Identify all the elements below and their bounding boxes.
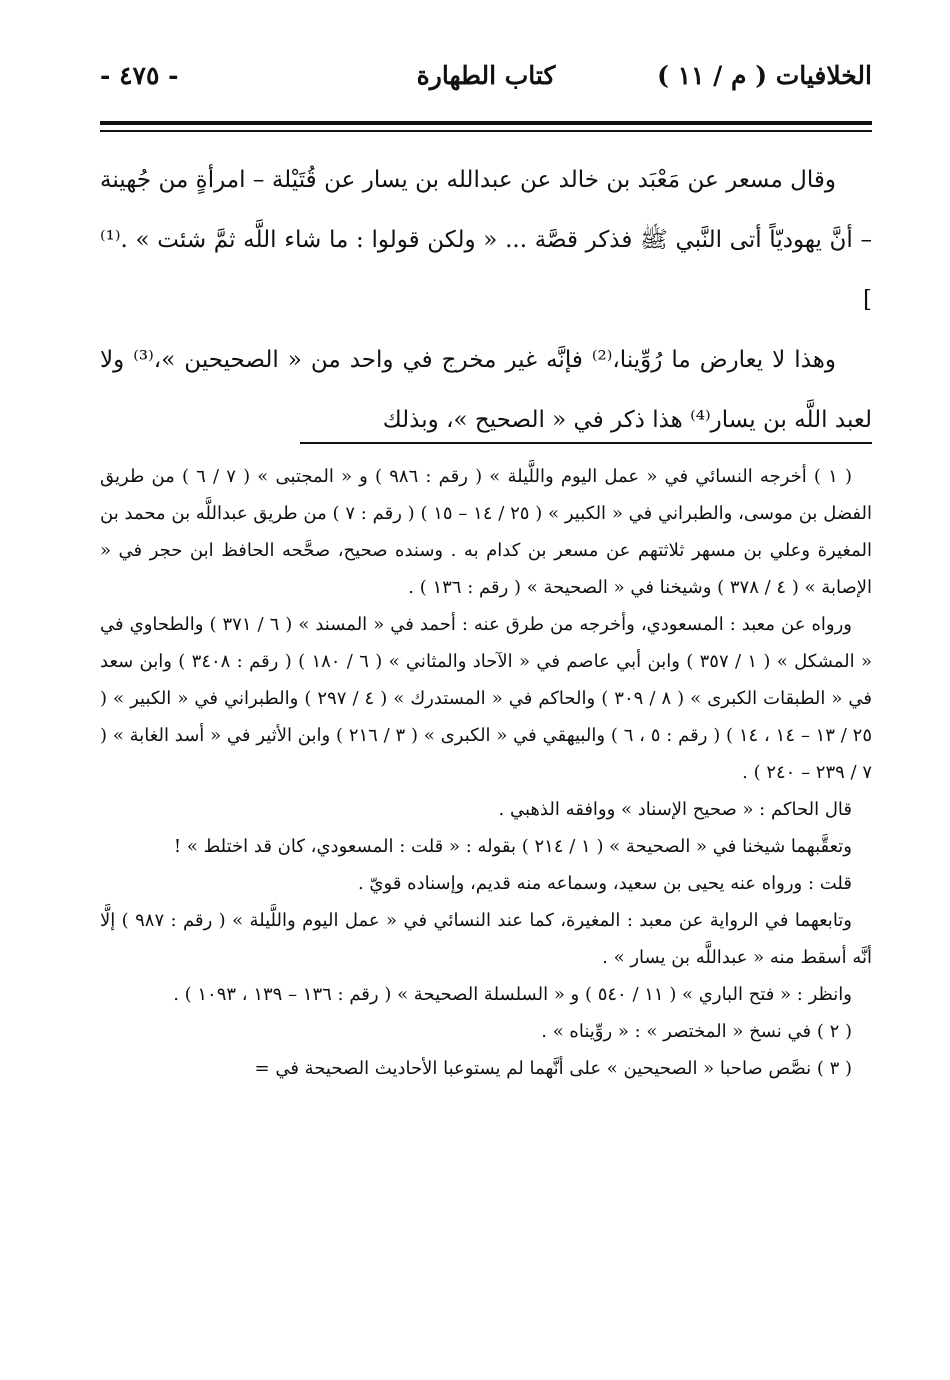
- running-title: الخلافيات ( م / ١١ ): [657, 61, 872, 90]
- footnote-paragraph: وانظر : « فتح الباري » ( ١١ / ٥٤٠ ) و « السلسلة الصحيحة » ( رقم : ١٣٦ – ١٣٩ ، ١٠٩٣ ) .: [173, 984, 852, 1005]
- footnote-paragraph: ( ١ ) أخرجه النسائي في « عمل اليوم واللَّيلة » ( رقم : ٩٨٦ ) و « المجتبى » ( ٧ / ٦ ) من طريق الفضل بن موسى، والطبراني في « الكبير » ( ٢٥ / ١٤ – ١٥ ) ( رقم : ٧ ) من طريق عبداللَّه بن محمد بن المغيرة وعلي بن مسهر ثلاثتهم عن مسعر بن كدام به . وسنده صحيح، صحَّحه الحافظ ابن حجر في « الإصابة » ( ٤ / ٣٧٨ ) وشيخنا في « الصحيحة » ( رقم : ١٣٦ ) .: [100, 466, 873, 598]
- footnote-paragraph: قال الحاكم : « صحيح الإسناد » ووافقه الذهبي .: [498, 799, 852, 820]
- footnote-paragraph: ورواه عن معبد : المسعودي، وأخرجه من طرق عنه : أحمد في « المسند » ( ٦ / ٣٧١ ) والطحاوي في « المشكل » ( ١ / ٣٥٧ ) وابن أبي عاصم في « الآحاد والمثاني » ( ٦ / ١٨٠ ) ( رقم : ٣٤٠٨ ) وابن سعد في « الطبقات الكبرى » ( ٨ / ٣٠٩ ) والحاكم في « المستدرك » ( ٤ / ٢٩٧ ) والطبراني في « الكبير » ( ٢٥ / ١٣ – ١٤ ، ١٤ ) ( رقم : ٥ ، ٦ ) والبيهقي في « الكبرى » ( ٣ / ٢١٦ ) وابن الأثير في « أسد الغابة » ( ٧ / ٢٣٩ – ٢٤٠ ) .: [100, 614, 873, 783]
- main-paragraph: وقال مسعر عن مَعْبَد بن خالد عن عبدالله بن يسار عن قُتَيْلة – امرأةٍ من جُهينة – أنَّ يهوديّاً أتى النَّبي ﷺ فذكر قصَّة ... « ولكن قولوا : ما شاء اللَّه ثمَّ شئت » .⁽¹⁾ ]: [100, 167, 872, 313]
- footnote-paragraph: ( ٢ ) في نسخ « المختصر » : « روِّيناه » .: [541, 1021, 852, 1042]
- footnote-paragraph: ( ٣ ) نصَّص صاحبا « الصحيحين » على أنَّهما لم يستوعبا الأحاديث الصحيحة في =: [254, 1058, 852, 1079]
- chapter-title: كتاب الطهارة: [416, 61, 556, 90]
- footnote-paragraph: وتابعهما في الرواية عن معبد : المغيرة، كما عند النسائي في « عمل اليوم واللَّيلة » ( رقم : ٩٨٧ ) إلَّا أنَّه أسقط منه « عبداللَّه بن يسار » .: [100, 910, 872, 968]
- page-number: - ٤٧٥ -: [100, 61, 179, 90]
- main-text: [100, 150, 872, 450]
- page-header: [100, 54, 872, 98]
- main-paragraph: وهذا لا يعارض ما رُوِّينا،⁽²⁾ فإنَّه غير مخرج في واحد من « الصحيحين »،⁽³⁾ ولا لعبد اللَّه بن يسار⁽⁴⁾ هذا ذكر في « الصحيح »، وبذلك: [100, 347, 872, 433]
- footnote-paragraph: وتعقَّبهما شيخنا في « الصحيحة » ( ١ / ٢١٤ ) بقوله : « قلت : المسعودي، كان قد اختلط » !: [173, 836, 852, 857]
- footnote-paragraph: قلت : ورواه عنه يحيى بن سعيد، وسماعه منه قديم، وإسناده قويّ .: [357, 873, 852, 894]
- footnotes: [100, 458, 872, 1087]
- header-rule-thick: [100, 121, 872, 125]
- footnote-separator: [300, 442, 872, 444]
- header-rule-thin: [100, 130, 872, 132]
